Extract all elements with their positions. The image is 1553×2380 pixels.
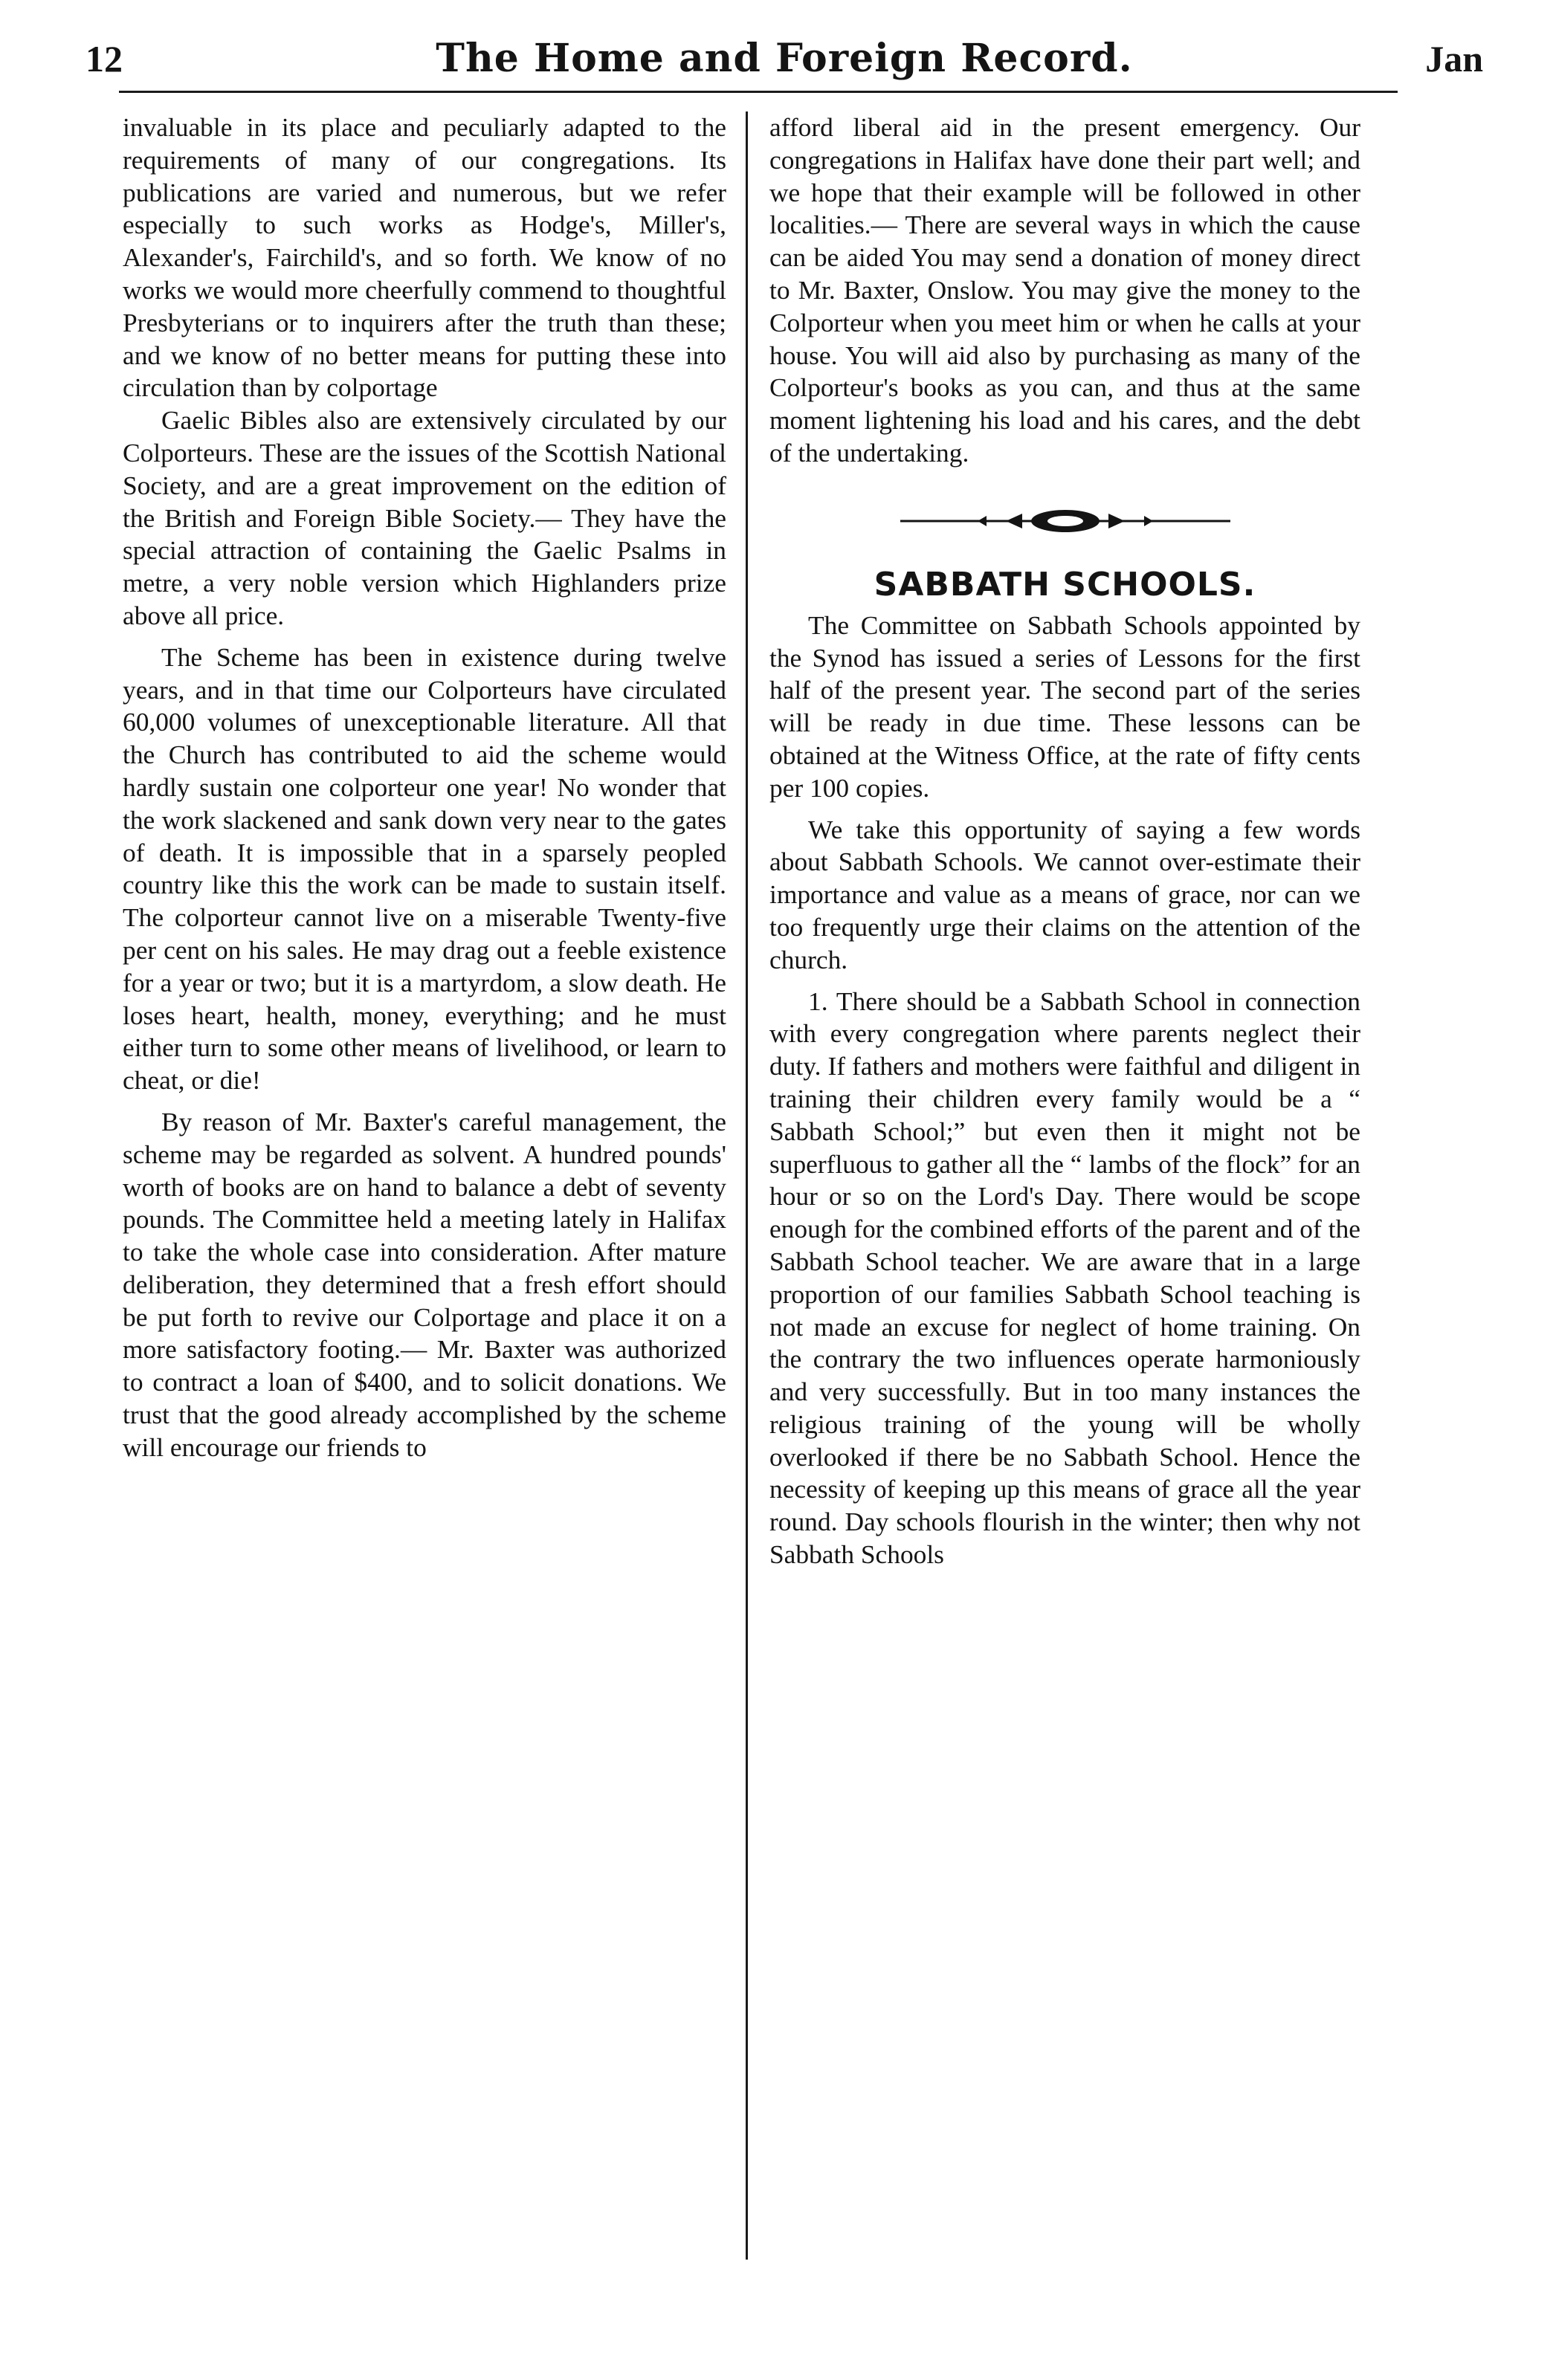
section-ornament: [769, 495, 1360, 547]
ornament-divider-icon: [894, 506, 1236, 536]
right-paragraph-2: We take this opportunity of saying a few words about Sabbath Schools. We cannot over-estimate their importance and value as a means of grace, nor can we too frequently urge their claims on the attention of the church.: [769, 814, 1360, 974]
left-paragraph-2: Gaelic Bibles also are extensively circulated by our Colporteurs. These are the issues of the Scottish National Society, and are a great improvement on the edition of the British and Foreign Bible Society.— They have the special attraction of containing the Gaelic Psalms in metre, a very noble version which Highlanders prize above all price.: [123, 405, 726, 630]
header-month: Jan: [1425, 38, 1483, 80]
left-paragraph-4: By reason of Mr. Baxter's careful management, the scheme may be regarded as solvent. A hundred pounds' worth of books are on hand to balance a debt of seventy pounds. The Committee held a meeting lately in Halifax to take the whole case into consideration. After mature deliberation, they determined that a fresh effort should be put forth to revive our Colportage and place it on a more satisfactory footing.— Mr. Baxter was authorized to contract a loan of $400, and to solicit donations. We trust that the good already accomplished by the scheme will encourage our friends to: [123, 1106, 726, 1462]
page-number: 12: [85, 38, 123, 80]
header-rule: [119, 91, 1398, 93]
left-paragraph-3: The Scheme has been in existence during twelve years, and in that time our Colporteurs have circulated 60,000 volumes of unexceptionable literature. All that the Church has contributed to aid the scheme would hardly sustain one colporteur one year! No wonder that the work slackened and sank down very near to the gates of death. It is impossible that in a sparsely peopled country like this the work can be made to sustain itself. The colporteur cannot live on a miserable Twenty-five per cent on his sales. He may drag out a feeble existence for a year or two; but it is a martyrdom, a slow death. He loses heart, health, money, everything; and he must either turn to some other means of livelihood, or learn to cheat, or die!: [123, 641, 726, 1096]
section-heading: SABBATH SCHOOLS.: [874, 565, 1256, 604]
right-column: [769, 111, 1360, 1571]
left-column: [123, 111, 726, 1464]
column-divider: [746, 111, 748, 2260]
journal-title: The Home and Foreign Record.: [436, 36, 1133, 81]
right-paragraph-3: 1. There should be a Sabbath School in connection with every congregation where parents neglect their duty. If fathers and mothers were faithful and diligent in training their children every family would be a “ Sabbath School;” but even then it might not be superfluous to gather all the “ lambs of the flock” for an hour or so on the Lord's Day. There would be scope enough for the combined efforts of the parent and of the Sabbath School teacher. We are aware that in a large proportion of our families Sabbath School teaching is not made an excuse for neglect of home training. On the contrary the two influences operate harmoniously and very successfully. But in too many instances the religious training of the young will be wholly overlooked if there be no Sabbath School. Hence the necessity of keeping up this means of grace all the year round. Day schools flourish in the winter; then why not Sabbath Schools: [769, 986, 1360, 1570]
left-paragraph-1: invaluable in its place and peculiarly adapted to the requirements of many of our congregations. Its publications are varied and numerous, but we refer especially to such works as Hodge's, Miller's, Alexander's, Fairchild's, and so forth. We know of no works we would more cheerfully commend to thoughtful Presbyterians or to inquirers after the truth than these; and we know of no better means for putting these into circulation than by colportage: [123, 112, 726, 403]
running-header: [85, 30, 1483, 89]
right-paragraph-1: The Committee on Sabbath Schools appointed by the Synod has issued a series of Lessons for the first half of the present year. The second part of the series will be ready in due time. These lessons can be obtained at the Witness Office, at the rate of fifty cents per 100 copies.: [769, 609, 1360, 803]
right-paragraph-intro: afford liberal aid in the present emergency. Our congregations in Halifax have done their part well; and we hope that their example will be followed in other localities.— There are several ways in which the cause can be aided You may send a donation of money direct to Mr. Baxter, Onslow. You may give the money to the Colporteur when you meet him or when he calls at your house. You will aid also by purchasing as many of the Colporteur's books as you can, and thus at the same moment lightening his load and his cares, and the debt of the undertaking.: [769, 112, 1360, 468]
